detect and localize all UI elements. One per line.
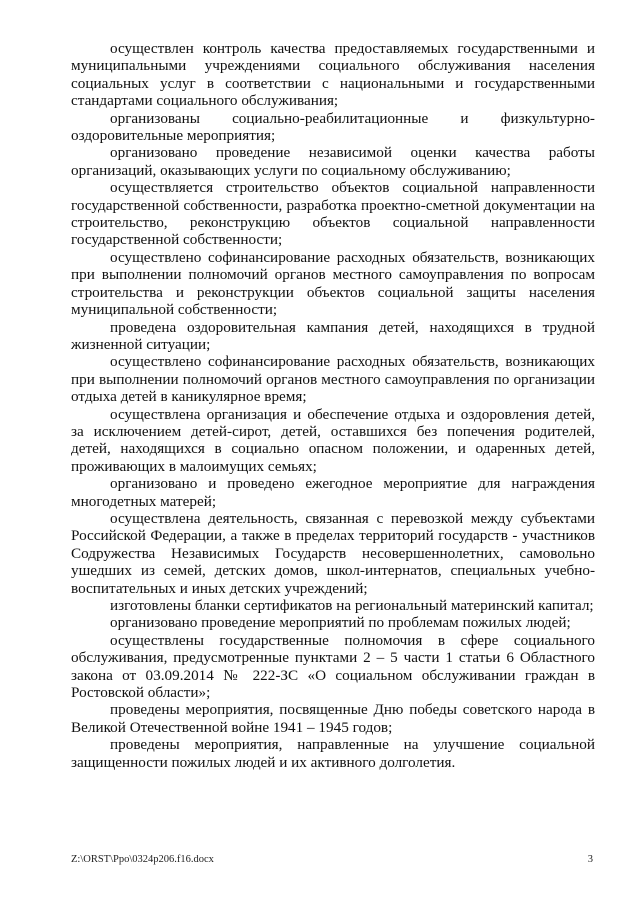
paragraph: осуществлен контроль качества предоставляемых государственными и муниципальными учреждениями социального обслуживания населения социальных услуг в соответствии с национальными и государственными стандартами социального обслуживания; [71, 40, 595, 110]
paragraph: осуществлена организация и обеспечение отдыха и оздоровления детей, за исключением детей-сирот, детей, оставшихся без попечения родителей, детей, находящихся в социально опасном положении, и одаренных детей, проживающих в малоимущих семьях; [71, 405, 595, 475]
paragraph: организовано и проведено ежегодное мероприятие для награждения многодетных матерей; [71, 475, 595, 510]
paragraph: организованы социально-реабилитационные и физкультурно-оздоровительные мероприятия; [71, 109, 595, 145]
paragraph: проведены мероприятия, направленные на улучшение социальной защищенности пожилых людей и их активного долголетия. [71, 736, 595, 771]
paragraph: осуществляется строительство объектов социальной направленности государственной собственности, разработка проектно-сметной документации на строительство, реконструкцию объектов социальной направленности государственной собственности; [71, 179, 595, 249]
paragraph: организовано проведение независимой оценки качества работы организаций, оказывающих услуги по социальному обслуживанию; [71, 144, 595, 179]
document-body [71, 40, 595, 771]
page-number: 3 [587, 854, 593, 865]
paragraph: осуществлено софинансирование расходных обязательств, возникающих при выполнении полномочий органов местного самоуправления по вопросам строительства и реконструкции объектов социальной защиты населения муниципальной собственности; [71, 248, 595, 319]
paragraph: осуществлены государственные полномочия в сфере социального обслуживания, предусмотренные пунктами 2 – 5 части 1 статьи 6 Областного закона от 03.09.2014 № 222-ЗС «О социальном обслуживании граждан в Ростовской области»; [71, 631, 595, 702]
paragraph: изготовлены бланки сертификатов на региональный материнский капитал; [110, 597, 594, 614]
paragraph: проведены мероприятия, посвященные Дню победы советского народа в Великой Отечественной войне 1941 – 1945 годов; [71, 701, 595, 736]
paragraph: осуществлена деятельность, связанная с перевозкой между субъектами Российской Федерации, а также в пределах территорий государств - участников Содружества Независимых Государств несовершеннолетних, самовольно ушедших из семей, детских домов, школ-интернатов, специальных учебно-воспитательных и иных детских учреждений; [71, 509, 595, 597]
paragraph: организовано проведение мероприятий по проблемам пожилых людей; [110, 614, 571, 632]
paragraph: проведена оздоровительная кампания детей, находящихся в трудной жизненной ситуации; [71, 318, 595, 353]
footer-file-path: Z:\ORST\Ppo\0324p206.f16.docx [71, 854, 214, 865]
paragraph: осуществлено софинансирование расходных обязательств, возникающих при выполнении полномочий органов местного самоуправления по организации отдыха детей в каникулярное время; [71, 353, 595, 406]
